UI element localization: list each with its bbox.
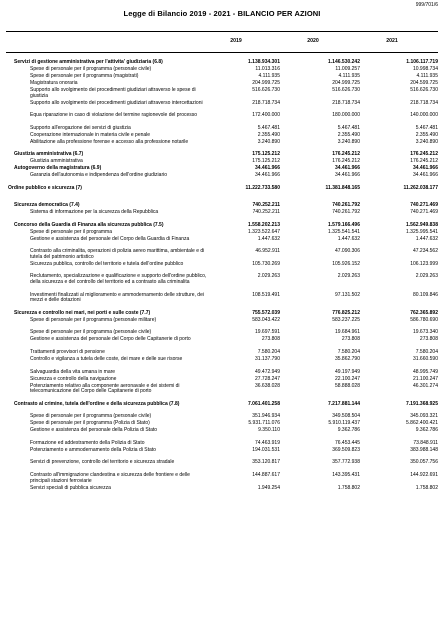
table-row [0,113,444,126]
row-label: Trattamenti provvisori di pensione [30,348,105,355]
row-label: Autogoverno della magistratura (6.9) [14,165,102,172]
row-value-2019: 3.240.890 [257,138,280,145]
row-value-2019: 175.125.212 [252,158,280,165]
header-top-rule [6,31,438,32]
row-value-2020: 204.999.725 [332,80,360,86]
row-value-2019: 46.952.911 [255,248,280,255]
row-value-2019: 36.638.028 [254,382,280,389]
row-value-2021: 2.029.263 [415,273,438,280]
row-value-2021: 10.998.734 [412,66,438,72]
table-row [0,186,444,193]
row-value-2019: 1.447.632 [257,235,280,242]
row-label: Abilitazione alla professione forense e accesso alla professione notarile [30,138,189,145]
row-value-2021: 273.808 [419,336,438,343]
row-value-2019: 9.350.110 [258,427,280,434]
row-value-2019: 1.138.934.301 [248,59,280,65]
row-label: Spese di personale per il programma (personale civile) [30,66,152,72]
row-value-2019: 2.029.263 [257,273,280,280]
table-row [0,249,444,262]
row-value-2021: 47.234.562 [412,248,438,255]
row-value-2021: 176.245.212 [410,151,438,158]
row-value-2019: 11.013.316 [255,66,280,72]
row-value-2019: 7.061.401.258 [248,400,280,407]
row-value-2020: 740.261.792 [332,208,360,215]
row-value-2019: 218.718.734 [252,99,280,106]
row-value-2019: 19.697.591 [254,329,280,336]
row-value-2021: 21.100.247 [412,375,438,382]
row-value-2021: 345.093.321 [410,413,438,420]
table-row [0,210,444,223]
row-value-2020: 1.447.632 [337,235,360,242]
column-header-2021: 2021 [386,38,398,44]
row-value-2021: 34.461.966 [412,172,438,179]
row-value-2019: 5.467.481 [257,124,280,131]
row-value-2020: 218.718.734 [332,99,360,106]
row-label: Salvaguardia della vita umana in mare [30,368,116,375]
row-value-2021: 1.562.949.838 [406,221,438,228]
row-value-2021: 383.988.148 [410,446,438,453]
row-value-2019: 273.808 [261,336,280,343]
row-label: Giustizia amministrativa [30,158,83,165]
row-value-2020: 516.626.730 [332,87,360,93]
table-row [0,88,444,101]
row-value-2020: 9.362.786 [337,427,360,434]
row-label: Formazione ed addestramento della Polizia di Stato [30,439,145,446]
row-value-2021: 9.362.786 [415,427,438,434]
row-value-2020: 176.245.212 [332,151,360,158]
row-label: Controllo e vigilanza a tutela delle coste, dei mare e delle sue risorse [30,355,183,362]
row-value-2021: 1.106.117.719 [406,59,438,65]
row-value-2020: 47.090.306 [334,248,360,255]
row-label: Gestione e assistenza del personale del Corpo delle Capitanerie di porto [30,336,191,343]
row-value-2019: 1.558.202.213 [248,221,280,228]
row-value-2021: 31.660.590 [412,355,438,362]
row-value-2019: 31.137.790 [254,355,280,362]
row-value-2020: 1.325.541.541 [328,228,360,235]
row-value-2021: 762.365.892 [410,309,438,316]
row-value-2019: 34.461.966 [254,165,280,172]
row-value-2021: 3.240.890 [415,138,438,145]
row-value-2019: 1.949.254 [257,484,280,491]
row-value-2019: 11.222.733.580 [245,184,280,191]
row-value-2020: 19.684.961 [334,329,360,336]
row-value-2020: 76.453.445 [334,439,360,446]
row-value-2019: 105.730.269 [252,260,280,267]
row-label: Servizi speciali di pubblica sicurezza [30,484,111,491]
row-value-2021: 5.862.400.421 [406,420,438,427]
row-value-2019: 5.931.711.076 [248,420,280,427]
row-value-2020: 5.467.481 [337,124,360,131]
row-value-2021: 11.262.038.177 [403,184,438,191]
row-value-2020: 1.146.530.242 [328,59,360,65]
row-value-2021: 4.111.935 [416,73,438,79]
row-label: Spese di personale per il programma (personale civile) [30,413,152,420]
row-value-2021: 80.109.846 [412,291,438,298]
row-value-2020: 369.509.823 [332,446,360,453]
column-header-2019: 2019 [230,38,242,44]
row-value-2021: 140.000.000 [410,112,438,119]
row-label: Sicurezza e controllo nei mari, nei porti e sulle coste (7.7) [14,309,151,316]
row-value-2021: 48.995.749 [412,368,438,375]
row-value-2019: 144.887.617 [252,472,280,479]
row-value-2020: 7.580.204 [337,348,360,355]
row-value-2020: 349.508.504 [332,413,360,420]
row-label: Sicurezza pubblica, controllo del territorio e tutela dell'ordine pubblico [30,260,184,267]
row-value-2019: 755.572.039 [252,309,280,316]
row-value-2021: 1.758.802 [415,484,438,491]
table-row [0,384,444,402]
row-value-2019: 740.252.211 [252,201,280,208]
row-value-2020: 583.237.225 [332,316,360,323]
row-label: Servizi di prevenzione, controllo del territorio e sicurezza stradale [30,459,175,466]
row-value-2021: 516.626.730 [410,87,438,93]
row-value-2019: 172.400.000 [252,112,280,119]
table-row [0,274,444,292]
page-title: Legge di Bilancio 2019 - 2021 - BILANCIO PER AZIONI [123,9,321,18]
row-value-2019: 353.120.817 [252,459,280,466]
row-value-2021: 19.673.340 [412,329,438,336]
row-value-2019: 34.461.966 [254,172,280,179]
table-row [0,486,444,493]
row-value-2020: 35.862.790 [334,355,360,362]
row-value-2021: 7.580.204 [415,348,438,355]
row-label: Spese di personale per il programma (personale civile) [30,329,152,336]
row-value-2021: 1.325.995.541 [406,228,438,235]
row-label: Concorso della Guardia di Finanza alla sicurezza pubblica (7.5) [14,221,164,228]
row-label: Contrasto all'immigrazione clandestina e sicurezza delle frontiere e delle principali stazioni ferroviarie [30,472,190,484]
column-header-2020: 2020 [307,38,319,44]
row-label: Spese di personale per il programma (Polizia di Stato) [30,420,150,427]
row-value-2020: 776.825.212 [332,309,360,316]
row-value-2021: 204.599.725 [410,80,438,86]
row-value-2020: 11.009.257 [335,66,360,72]
table-header [0,38,444,46]
row-value-2019: 4.111.935 [258,73,280,79]
row-value-2020: 4.111.935 [338,73,360,79]
table-row [0,473,444,486]
row-value-2021: 350.057.756 [410,459,438,466]
row-value-2021: 5.467.481 [415,124,438,131]
row-value-2020: 180.000.000 [332,112,360,119]
row-value-2019: 516.626.730 [252,87,280,93]
row-label: Contrasto al crimine, tutela dell'ordine e della sicurezza pubblica (7.8) [14,400,180,407]
row-value-2019: 74.463.919 [254,439,280,446]
row-label: Reclutamento, specializzazione e qualificazione e supporto dell'ordine pubblico, della sicurezza e del controllo del territorio ed a contrasto alla criminalita [30,273,207,285]
row-value-2019: 175.125.212 [252,151,280,158]
row-value-2020: 2.029.263 [337,273,360,280]
row-value-2019: 194.031.531 [252,446,280,453]
row-label: Investimenti finalizzati al miglioramento e ammodernamento delle strutture, dei mezzi e delle dotazioni [30,291,204,304]
row-value-2020: 357.772.938 [332,459,360,466]
row-value-2020: 11.381.848.165 [325,184,360,191]
table-row [0,428,444,441]
row-label: Servizi di gestione amministrativa per l'attivita' giudiziaria (6.8) [14,59,163,65]
row-value-2021: 1.447.632 [415,235,438,242]
row-value-2021: 144.922.691 [410,472,438,479]
row-label: Contrasto alla criminalita, operazioni di polizia aereo marittima, ambientale e di tutela del patrimonio artistico [30,248,205,260]
document-number: 999/701/6 [415,2,438,8]
row-value-2020: 7.217.881.144 [328,400,360,407]
row-label: Gestione e assistenza del personale del Corpo della Guardia di Finanza [30,235,190,242]
row-value-2019: 7.580.204 [257,348,280,355]
row-label: Sicurezza democratica (7.4) [14,201,80,208]
row-value-2021: 586.780.690 [410,316,438,323]
row-value-2021: 46.301.274 [412,382,438,389]
row-label: Spese di personale per il programma (magistrati) [30,73,139,79]
row-value-2020: 740.261.792 [332,201,360,208]
row-value-2021: 176.245.212 [410,158,438,165]
row-label: Ordine pubblico e sicurezza (7) [8,184,82,191]
row-value-2019: 583.043.422 [252,316,280,323]
row-value-2019: 108.519.491 [252,291,280,298]
row-value-2021: 2.355.490 [415,131,438,138]
row-value-2019: 49.472.949 [254,368,280,375]
row-value-2020: 58.888.028 [334,382,360,389]
row-value-2020: 273.808 [341,336,360,343]
row-value-2021: 218.718.734 [410,99,438,106]
table-row [0,293,444,311]
row-value-2020: 34.461.966 [334,165,360,172]
row-label: Magistratura onoraria [30,80,78,86]
row-value-2020: 176.245.212 [332,158,360,165]
row-value-2019: 351.946.934 [252,413,280,420]
row-value-2019: 204.999.725 [252,80,280,86]
row-value-2019: 2.355.490 [257,131,280,138]
row-value-2019: 27.728.247 [254,375,280,382]
budget-table-body [0,60,444,493]
row-label: Giustizia amministrativa (6.7) [14,151,84,158]
row-value-2021: 740.271.469 [410,201,438,208]
row-value-2020: 49.197.949 [334,368,360,375]
row-value-2020: 22.100.247 [334,375,360,382]
row-value-2020: 97.131.502 [334,291,360,298]
row-value-2020: 1.579.166.496 [328,221,360,228]
row-label: Supporto allo svolgimento dei procedimenti giudiziari attraverso le spese di giustizia [30,87,196,99]
row-value-2021: 7.191.368.925 [406,400,438,407]
row-label: Sicurezza e controllo della navigazione [30,375,117,382]
row-label: Cooperazione internazionale in materia civile e penale [30,131,151,138]
table-row [0,357,444,370]
header-bottom-rule [6,52,438,53]
row-label: Garanzia dell'autonomia e indipendenza dell'ordine giudiziario [30,172,167,179]
row-value-2021: 34.461.966 [412,165,438,172]
row-label: Potenziamento relativo alla componente aeronavale e dei sistemi di telecomunicazione del Corpo delle Capitanerie di porto [30,382,180,395]
row-label: Potenziamento e ammodernamento della Polizia di Stato [30,446,156,453]
row-value-2021: 73.848.911 [413,439,438,446]
row-value-2020: 3.240.890 [337,138,360,145]
row-value-2019: 740.252.211 [252,208,280,215]
row-value-2020: 1.758.802 [337,484,360,491]
row-label: Spese di personale per il programma (personale militare) [30,316,157,323]
row-label: Gestione e assistenza del personale della Polizia di Stato [30,427,158,434]
row-value-2020: 143.395.431 [332,472,360,479]
row-label: Supporto all'erogazione dei servizi di giustizia [30,124,131,131]
row-label: Sistema di informazione per la sicurezza della Repubblica [30,208,159,215]
row-value-2019: 1.323.522.647 [248,228,280,235]
row-label: Spese di personale per il programma [30,228,112,235]
row-value-2020: 5.910.119.437 [328,420,360,427]
row-value-2020: 2.355.490 [337,131,360,138]
row-value-2021: 106.123.999 [410,260,438,267]
row-value-2020: 105.926.152 [332,260,360,267]
row-value-2021: 740.271.469 [410,208,438,215]
row-label: Equa riparazione in caso di violazione del termine ragionevole del processo [30,112,198,119]
row-value-2020: 34.461.966 [334,172,360,179]
row-label: Supporto allo svolgimento dei procedimenti giudiziari attraverso intercettazioni [30,99,203,106]
